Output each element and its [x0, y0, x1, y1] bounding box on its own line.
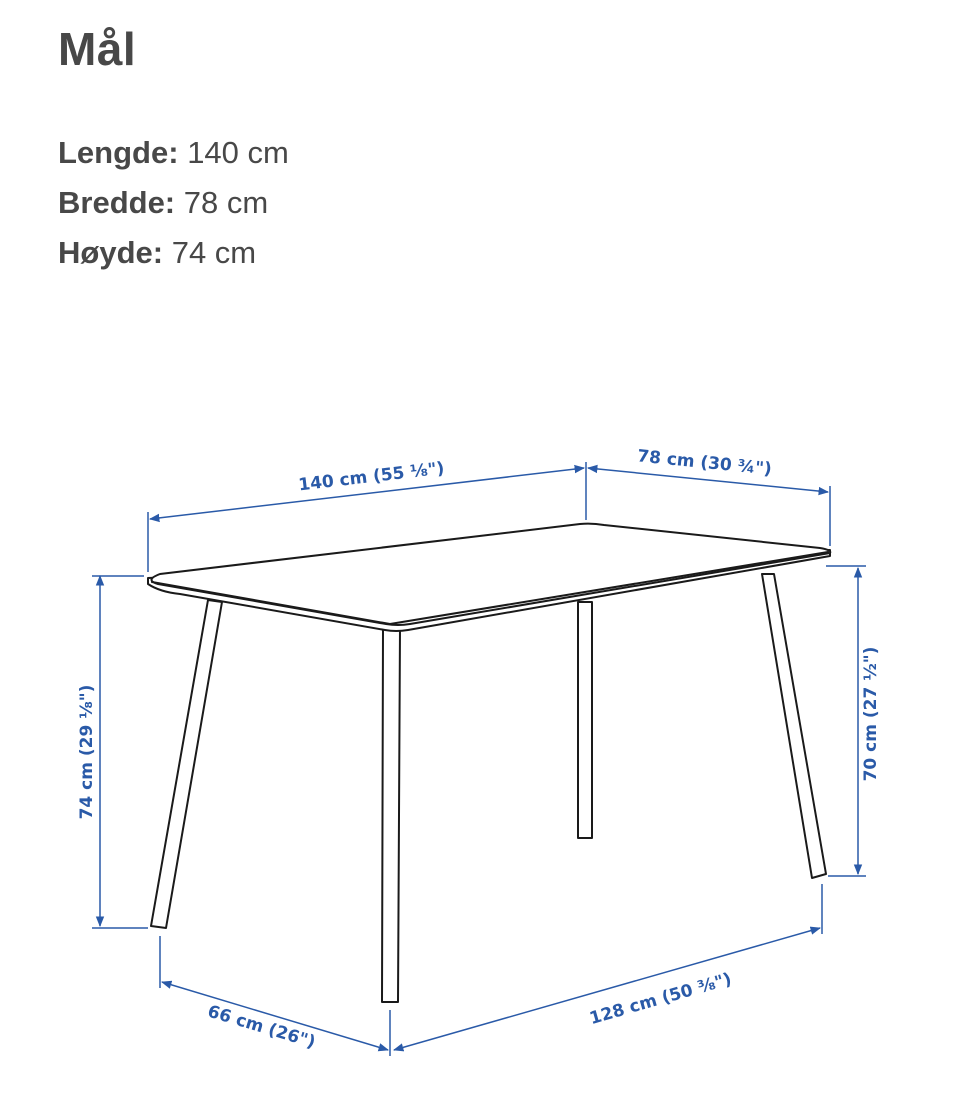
leg-back-right [578, 602, 592, 838]
dim-line-leg-span-length [394, 928, 820, 1050]
table-drawing [148, 524, 830, 1002]
dimension-spec-list [58, 128, 289, 278]
leg-right [762, 574, 826, 878]
spec-width-value: 78 cm [183, 185, 269, 220]
dim-label-leg-height: 70 cm (27 ½") [861, 646, 881, 782]
spec-width [58, 178, 289, 228]
dim-label-leg-span-length: 128 cm (50 ⅜") [587, 969, 734, 1030]
spec-length-value: 140 cm [187, 135, 289, 170]
leg-front [382, 628, 400, 1002]
spec-width-label: Bredde: [58, 185, 176, 220]
table-dimension-diagram [0, 400, 960, 1100]
spec-height-label: Høyde: [58, 235, 164, 270]
dim-label-top-width: 78 cm (30 ¾") [636, 446, 773, 480]
dim-label-leg-span-depth: 66 cm (26") [205, 1001, 318, 1053]
dim-label-total-height: 74 cm (29 ⅛") [77, 684, 97, 820]
spec-length [58, 128, 289, 178]
spec-height [58, 228, 289, 278]
page-title: Mål [58, 23, 137, 75]
dim-label-top-length: 140 cm (55 ⅛") [297, 458, 446, 496]
leg-left [151, 600, 222, 928]
spec-height-value: 74 cm [171, 235, 257, 270]
spec-length-label: Lengde: [58, 135, 179, 170]
